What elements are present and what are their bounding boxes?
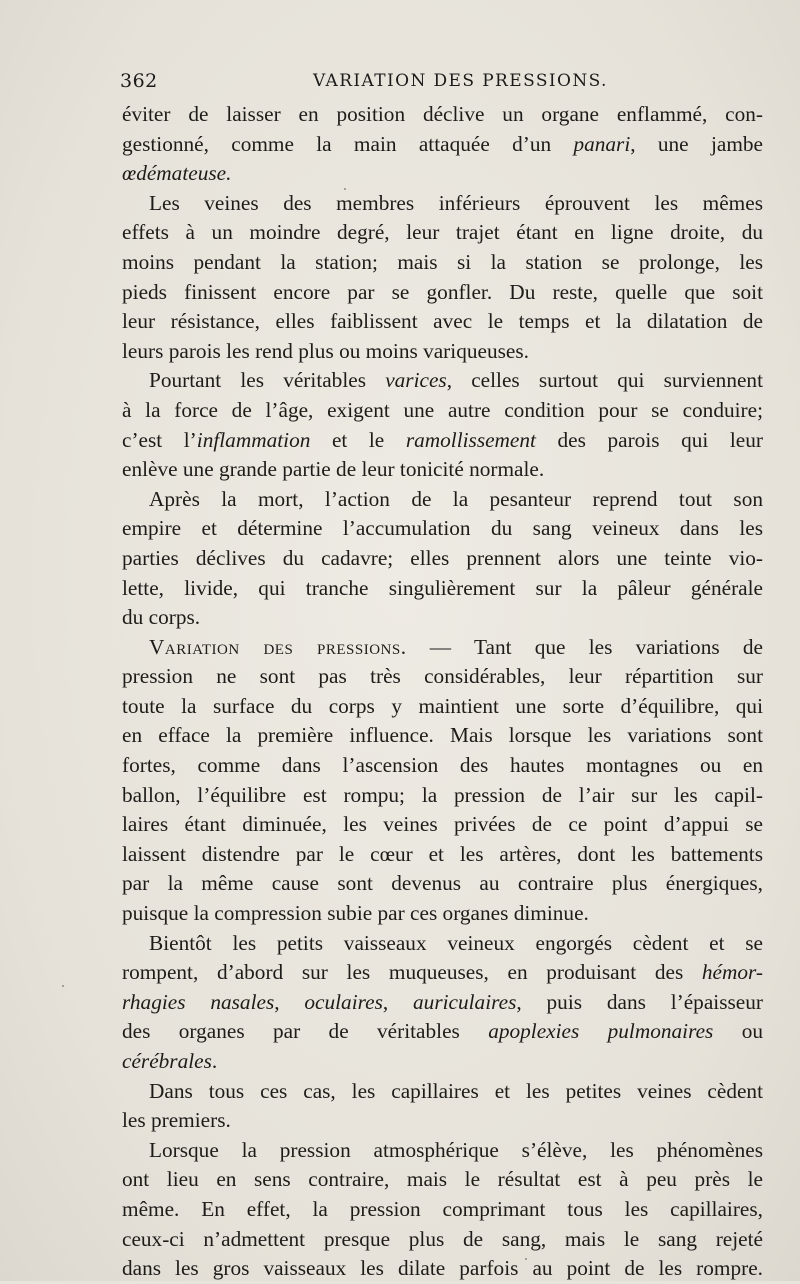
text-line	[122, 692, 763, 722]
text-segment: , une jambe	[630, 131, 763, 156]
text-segment: , celles surtout qui surviennent	[446, 368, 763, 393]
text-line	[122, 899, 763, 929]
text-line	[122, 1165, 763, 1195]
text-line	[122, 1136, 763, 1166]
text-line	[122, 396, 763, 426]
text-line	[122, 633, 763, 663]
text-segment: Lorsque la pression atmosphérique s’élève, les phénomènes	[149, 1137, 763, 1162]
italic-text: inflammation	[196, 427, 311, 452]
text-segment: toute la surface du corps y maintient une sorte d’équilibre, qui	[122, 693, 763, 718]
text-segment: même. En effet, la pression comprimant tous les capillaires,	[122, 1196, 763, 1221]
text-line	[122, 544, 763, 574]
text-segment: Les veines des membres inférieurs éprouvent les mêmes	[149, 190, 763, 215]
text-segment: laires étant diminuée, les veines privées de ce point d’appui se	[122, 812, 763, 837]
text-line	[122, 869, 763, 899]
italic-text: apoplexies pulmonaires	[488, 1019, 714, 1044]
text-segment: pieds finissent encore par se gonfler. Du reste, quelle que soit	[122, 279, 763, 304]
text-segment: ou	[713, 1019, 763, 1044]
text-segment: des organes par de véritables	[122, 1019, 489, 1044]
text-segment: ,	[274, 989, 305, 1014]
text-line	[122, 1254, 763, 1284]
text-line	[122, 840, 763, 870]
text-line	[122, 307, 763, 337]
text-line	[122, 929, 763, 959]
text-segment: dans les gros vaisseaux les dilate parfois au point de les rompre.	[122, 1256, 763, 1281]
text-line	[122, 751, 763, 781]
page-number: 362	[120, 70, 158, 92]
text-line	[122, 1077, 763, 1107]
italic-text: varices	[385, 368, 447, 393]
text-line	[122, 721, 763, 751]
text-line	[122, 958, 763, 988]
text-segment: leur résistance, elles faiblissent avec le temps et la dilatation de	[122, 309, 763, 334]
text-segment: pression ne sont pas très considérables, leur répartition sur	[122, 664, 763, 689]
text-line	[122, 988, 763, 1018]
text-segment: des parois qui leur	[535, 427, 763, 452]
text-line	[122, 248, 763, 278]
text-segment: ceux-ci n’admettent presque plus de sang, mais le sang rejeté	[122, 1226, 763, 1251]
text-segment: Après la mort, l’action de la pesanteur reprend tout son	[149, 486, 763, 511]
text-line	[122, 781, 763, 811]
text-line	[122, 810, 763, 840]
text-segment: fortes, comme dans l’ascension des hautes montagnes ou en	[122, 753, 763, 778]
text-segment: puisque la compression subie par ces organes diminue.	[122, 901, 589, 926]
text-line	[122, 337, 763, 367]
text-line	[122, 189, 763, 219]
italic-text: hémor-	[701, 960, 763, 985]
text-segment: ont lieu en sens contraire, mais le résultat est à peu près le	[122, 1167, 763, 1192]
paper-speck	[62, 985, 64, 987]
text-segment: rompent, d’abord sur les muqueuses, en produisant des	[122, 960, 702, 985]
text-segment: leurs parois les rend plus ou moins variqueuses.	[122, 338, 529, 363]
text-line	[122, 455, 763, 485]
text-segment: enlève une grande partie de leur tonicité normale.	[122, 457, 545, 482]
italic-text: cérébrales	[122, 1049, 212, 1073]
italic-text: rhagies nasales	[122, 989, 275, 1014]
text-line	[122, 603, 763, 633]
text-line	[122, 1047, 763, 1077]
text-segment: moins pendant la station; mais si la station se prolonge, les	[122, 249, 763, 274]
text-line	[122, 1225, 763, 1255]
running-title: VARIATION DES PRESSIONS.	[313, 71, 608, 91]
body-text	[122, 100, 763, 1284]
italic-text: auriculaires	[413, 989, 517, 1014]
text-line	[122, 100, 763, 130]
text-segment: et le	[310, 427, 406, 452]
text-line	[122, 1017, 763, 1047]
text-segment: empire et détermine l’accumulation du sang veineux dans les	[122, 516, 763, 541]
italic-text: oculaires	[304, 989, 383, 1014]
text-line	[122, 366, 763, 396]
text-segment: effets à un moindre degré, leur trajet étant en ligne droite, du	[122, 220, 763, 245]
text-segment: à la force de l’âge, exigent une autre condition pour se conduire;	[122, 397, 763, 422]
text-segment: les premiers.	[122, 1108, 231, 1133]
text-line	[122, 1195, 763, 1225]
text-segment: c’est l’	[122, 427, 197, 452]
text-line	[122, 159, 763, 189]
text-segment: parties déclives du cadavre; elles prennent alors une teinte vio-	[122, 545, 763, 570]
italic-text: ramollissement	[405, 427, 536, 452]
text-segment: laissent distendre par le cœur et les artères, dont les battements	[122, 841, 763, 866]
text-segment: Dans tous ces cas, les capillaires et les petites veines cèdent	[149, 1078, 763, 1103]
text-segment: .	[211, 1049, 218, 1073]
text-segment: en efface la première influence. Mais lorsque les variations sont	[122, 723, 763, 748]
text-line	[122, 278, 763, 308]
text-segment: éviter de laisser en position déclive un organe enflammé, con-	[122, 102, 763, 126]
text-line	[122, 574, 763, 604]
text-segment: lette, livide, qui tranche singulièrement sur la pâleur générale	[122, 575, 763, 600]
text-segment: Pourtant les véritables	[149, 368, 386, 393]
text-line	[122, 1106, 763, 1136]
text-line	[122, 485, 763, 515]
text-segment: , puis dans l’épaisseur	[516, 989, 763, 1014]
italic-text: œdémateuse.	[122, 161, 232, 186]
text-segment: ballon, l’équilibre est rompu; la pression de l’air sur les capil-	[122, 782, 763, 807]
page-header	[118, 70, 764, 96]
text-segment: gestionné, comme la main attaquée d’un	[122, 131, 574, 156]
text-segment: du corps.	[122, 605, 201, 630]
text-line	[122, 514, 763, 544]
text-line	[122, 130, 763, 160]
text-segment: ,	[382, 989, 414, 1014]
text-line	[122, 218, 763, 248]
text-segment: Bientôt les petits vaisseaux veineux engorgés cèdent et se	[149, 930, 763, 955]
text-segment: — Tant que les variations de	[406, 634, 763, 659]
text-line	[122, 662, 763, 692]
italic-text: panari	[573, 131, 631, 156]
section-heading: Variation des pressions.	[149, 634, 407, 659]
text-line	[122, 426, 763, 456]
text-segment: par la même cause sont devenus au contraire plus énergiques,	[122, 871, 763, 896]
